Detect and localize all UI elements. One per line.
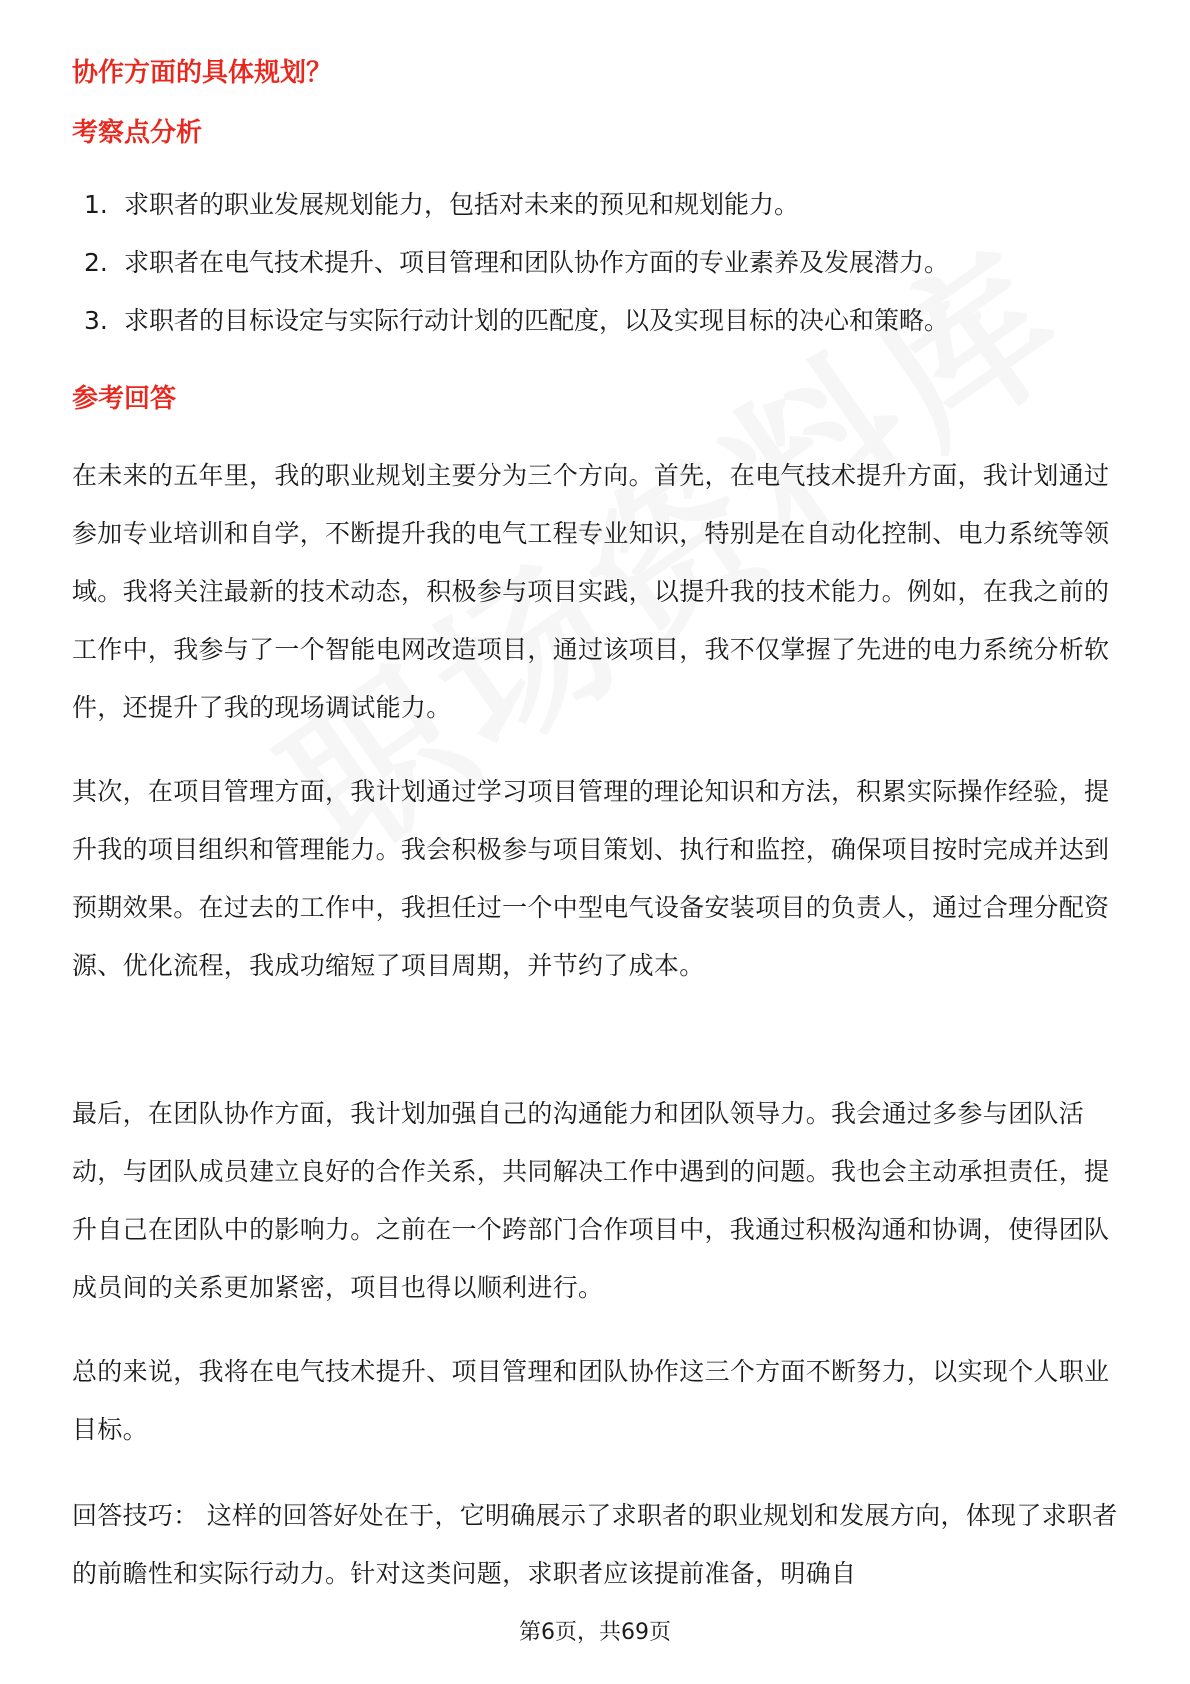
answer-heading: 参考回答: [72, 384, 177, 414]
list-item: [84, 246, 1114, 280]
analysis-list: [84, 188, 1114, 362]
list-item-text: 求职者的职业发展规划能力，包括对未来的预见和规划能力。: [124, 190, 800, 219]
analysis-heading: 考察点分析: [72, 118, 203, 148]
question-title: 协作方面的具体规划？: [72, 58, 333, 88]
answer-paragraph: 其次，在项目管理方面，我计划通过学习项目管理的理论知识和方法，积累实际操作经验，提升我的项目组织和管理能力。我会积极参与项目策划、执行和监控，确保项目按时完成并达到预期效果。在过去的工作中，我担任过一个中型电气设备安装项目的负责人，通过合理分配资源、优化流程，我成功缩短了项目周期，并节约了成本。: [72, 777, 1110, 980]
list-item-text: 求职者的目标设定与实际行动计划的匹配度，以及实现目标的决心和策略。: [124, 306, 950, 335]
list-item-number: 2.: [84, 248, 108, 277]
list-item-number: 1.: [84, 190, 108, 219]
list-item-text: 求职者在电气技术提升、项目管理和团队协作方面的专业素养及发展潜力。: [124, 248, 950, 277]
list-item: [84, 304, 1114, 338]
answer-tips-paragraph: 回答技巧： 这样的回答好处在于，它明确展示了求职者的职业规划和发展方向，体现了求职者的前瞻性和实际行动力。针对这类问题，求职者应该提前准备，明确自: [72, 1501, 1118, 1588]
page-number: 第6页，共69页: [519, 1620, 671, 1645]
list-item: [84, 188, 1114, 222]
answer-paragraph: 最后，在团队协作方面，我计划加强自己的沟通能力和团队领导力。我会通过多参与团队活动，与团队成员建立良好的合作关系，共同解决工作中遇到的问题。我也会主动承担责任，提升自己在团队中的影响力。之前在一个跨部门合作项目中，我通过积极沟通和协调，使得团队成员间的关系更加紧密，项目也得以顺利进行。: [72, 1099, 1110, 1302]
answer-paragraph: 总的来说，我将在电气技术提升、项目管理和团队协作这三个方面不断努力，以实现个人职业目标。: [72, 1357, 1110, 1444]
answer-paragraph: 在未来的五年里，我的职业规划主要分为三个方向。首先，在电气技术提升方面，我计划通过参加专业培训和自学，不断提升我的电气工程专业知识，特别是在自动化控制、电力系统等领域。我将关注最新的技术动态，积极参与项目实践，以提升我的技术能力。例如，在我之前的工作中，我参与了一个智能电网改造项目，通过该项目，我不仅掌握了先进的电力系统分析软件，还提升了我的现场调试能力。: [72, 461, 1110, 722]
list-item-number: 3.: [84, 306, 108, 335]
